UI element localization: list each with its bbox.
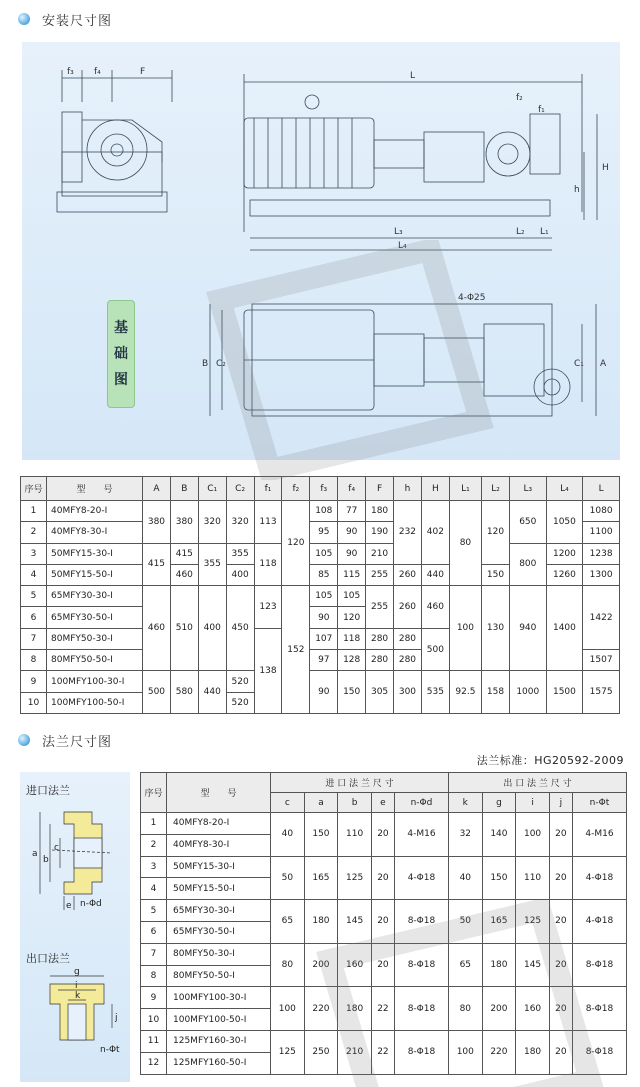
table-row: 9 100MFY100-30-Ⅰ 100 220 180 22 8-Φ18 80 200 160 20 8-Φ18 [141,987,627,1009]
svg-text:j: j [115,1013,118,1023]
svg-text:k: k [75,991,81,1001]
flange-drawings [20,772,130,1082]
section-title: 法兰尺寸图 [42,734,113,750]
dim-L: L [410,71,416,81]
dim-L4: L₄ [398,241,407,251]
flange-table-body [141,813,627,1075]
svg-text:n-Φd: n-Φd [80,899,102,909]
dim-L2: L₂ [516,227,525,237]
table-subheader-row: c a b e n-Φd k g i j n-Φt [141,793,627,813]
dim-F: F [140,67,146,77]
dim-f2: f₂ [516,93,523,103]
section-title: 安装尺寸图 [42,13,113,29]
svg-text:c: c [54,843,59,853]
table-row: 8 80MFY50-50-Ⅰ 97 128 280 280 1507 [21,650,620,671]
base-drawing-label: 基 础 图 [107,300,135,408]
flange-dimension-table [140,772,627,1075]
table-row: 8 80MFY50-50-Ⅰ [141,965,627,987]
table-row: 3 50MFY15-30-Ⅰ 50 165 125 20 4-Φ18 40 150 110 20 4-Φ18 [141,856,627,878]
table-row: 2 40MFY8-30-Ⅰ [141,834,627,856]
table-header-row: 序号 型 号 A B C₁ C₂ f₁ f₂ f₃ f₄ F h H L₁ L₂ L₃ L₄ L [21,477,620,501]
table-row: 6 65MFY30-50-Ⅰ [141,921,627,943]
dim-bolt: 4-Φ25 [458,293,486,303]
table-row: 9 100MFY100-30-Ⅰ 500 580 440 520 90 150 305 300 535 92.5 158 1000 1500 1575 [21,671,620,692]
table-row: 1 40MFY8-20-Ⅰ 40 150 110 20 4-M16 32 140 100 20 4-M16 [141,813,627,835]
dim-f3: f₃ [67,67,74,77]
dim-H: H [602,163,609,173]
svg-text:n-Φt: n-Φt [100,1045,120,1055]
svg-text:e: e [66,901,72,911]
flange-standard: 法兰标准：HG20592-2009 [476,754,624,767]
bullet-icon [18,734,30,746]
svg-text:b: b [43,855,49,865]
dim-f4: f₄ [94,67,101,77]
dim-L3: L₃ [394,227,403,237]
table-row: 5 65MFY30-30-Ⅰ 65 180 145 20 8-Φ18 50 165 125 20 4-Φ18 [141,900,627,922]
table-row: 10 100MFY100-50-Ⅰ 520 [21,692,620,713]
table-row: 7 80MFY50-30-Ⅰ 138 107 118 280 280 500 [21,628,620,649]
table-row: 4 50MFY15-50-Ⅰ 460 400 85 115 255 260 440 150 1260 1300 [21,564,620,585]
table-row: 12 125MFY160-50-Ⅰ [141,1052,627,1074]
dim-C1: C₁ [574,359,584,369]
table-row: 10 100MFY100-50-Ⅰ [141,1009,627,1031]
table-row: 3 50MFY15-30-Ⅰ 415 415 355 355 118 105 90 210 800 1200 1238 [21,543,620,564]
table-header-row: 序号 型 号 进 口 法 兰 尺 寸 出 口 法 兰 尺 寸 [141,773,627,793]
table-row: 1 40MFY8-20-Ⅰ 380 380 320 320 113 120 108 77 180 232 402 80 120 650 1050 1080 [21,501,620,522]
section-header-install [18,8,112,30]
table-row: 6 65MFY30-50-Ⅰ 90 120 [21,607,620,628]
install-dimension-table [20,476,620,714]
dim-L1: L₁ [540,227,549,237]
table-row: 7 80MFY50-30-Ⅰ 80 200 160 20 8-Φ18 65 180 145 20 8-Φ18 [141,943,627,965]
installation-drawing [22,42,620,460]
table-row: 2 40MFY8-30-Ⅰ 95 90 190 1100 [21,522,620,543]
svg-text:g: g [74,967,80,977]
inlet-flange-label: 进口法兰 [26,784,70,797]
table-row: 11 125MFY160-30-Ⅰ 125 250 210 22 8-Φ18 100 220 180 20 8-Φ18 [141,1030,627,1052]
dim-C2: C₂ [216,359,226,369]
table-row: 5 65MFY30-30-Ⅰ 460 510 400 450 123 152 105 105 255 260 460 100 130 940 1400 1422 [21,586,620,607]
svg-text:a: a [32,849,38,859]
dim-h: h [574,185,580,195]
flange-drawing-svg [20,772,130,1082]
section-header-flange [18,729,112,751]
dim-B: B [202,359,209,369]
dim-A: A [600,359,607,369]
bullet-icon [18,13,30,25]
svg-text:i: i [75,981,78,991]
outlet-flange-label: 出口法兰 [26,952,70,965]
dim-f1: f₁ [538,105,545,115]
table-row: 4 50MFY15-50-Ⅰ [141,878,627,900]
